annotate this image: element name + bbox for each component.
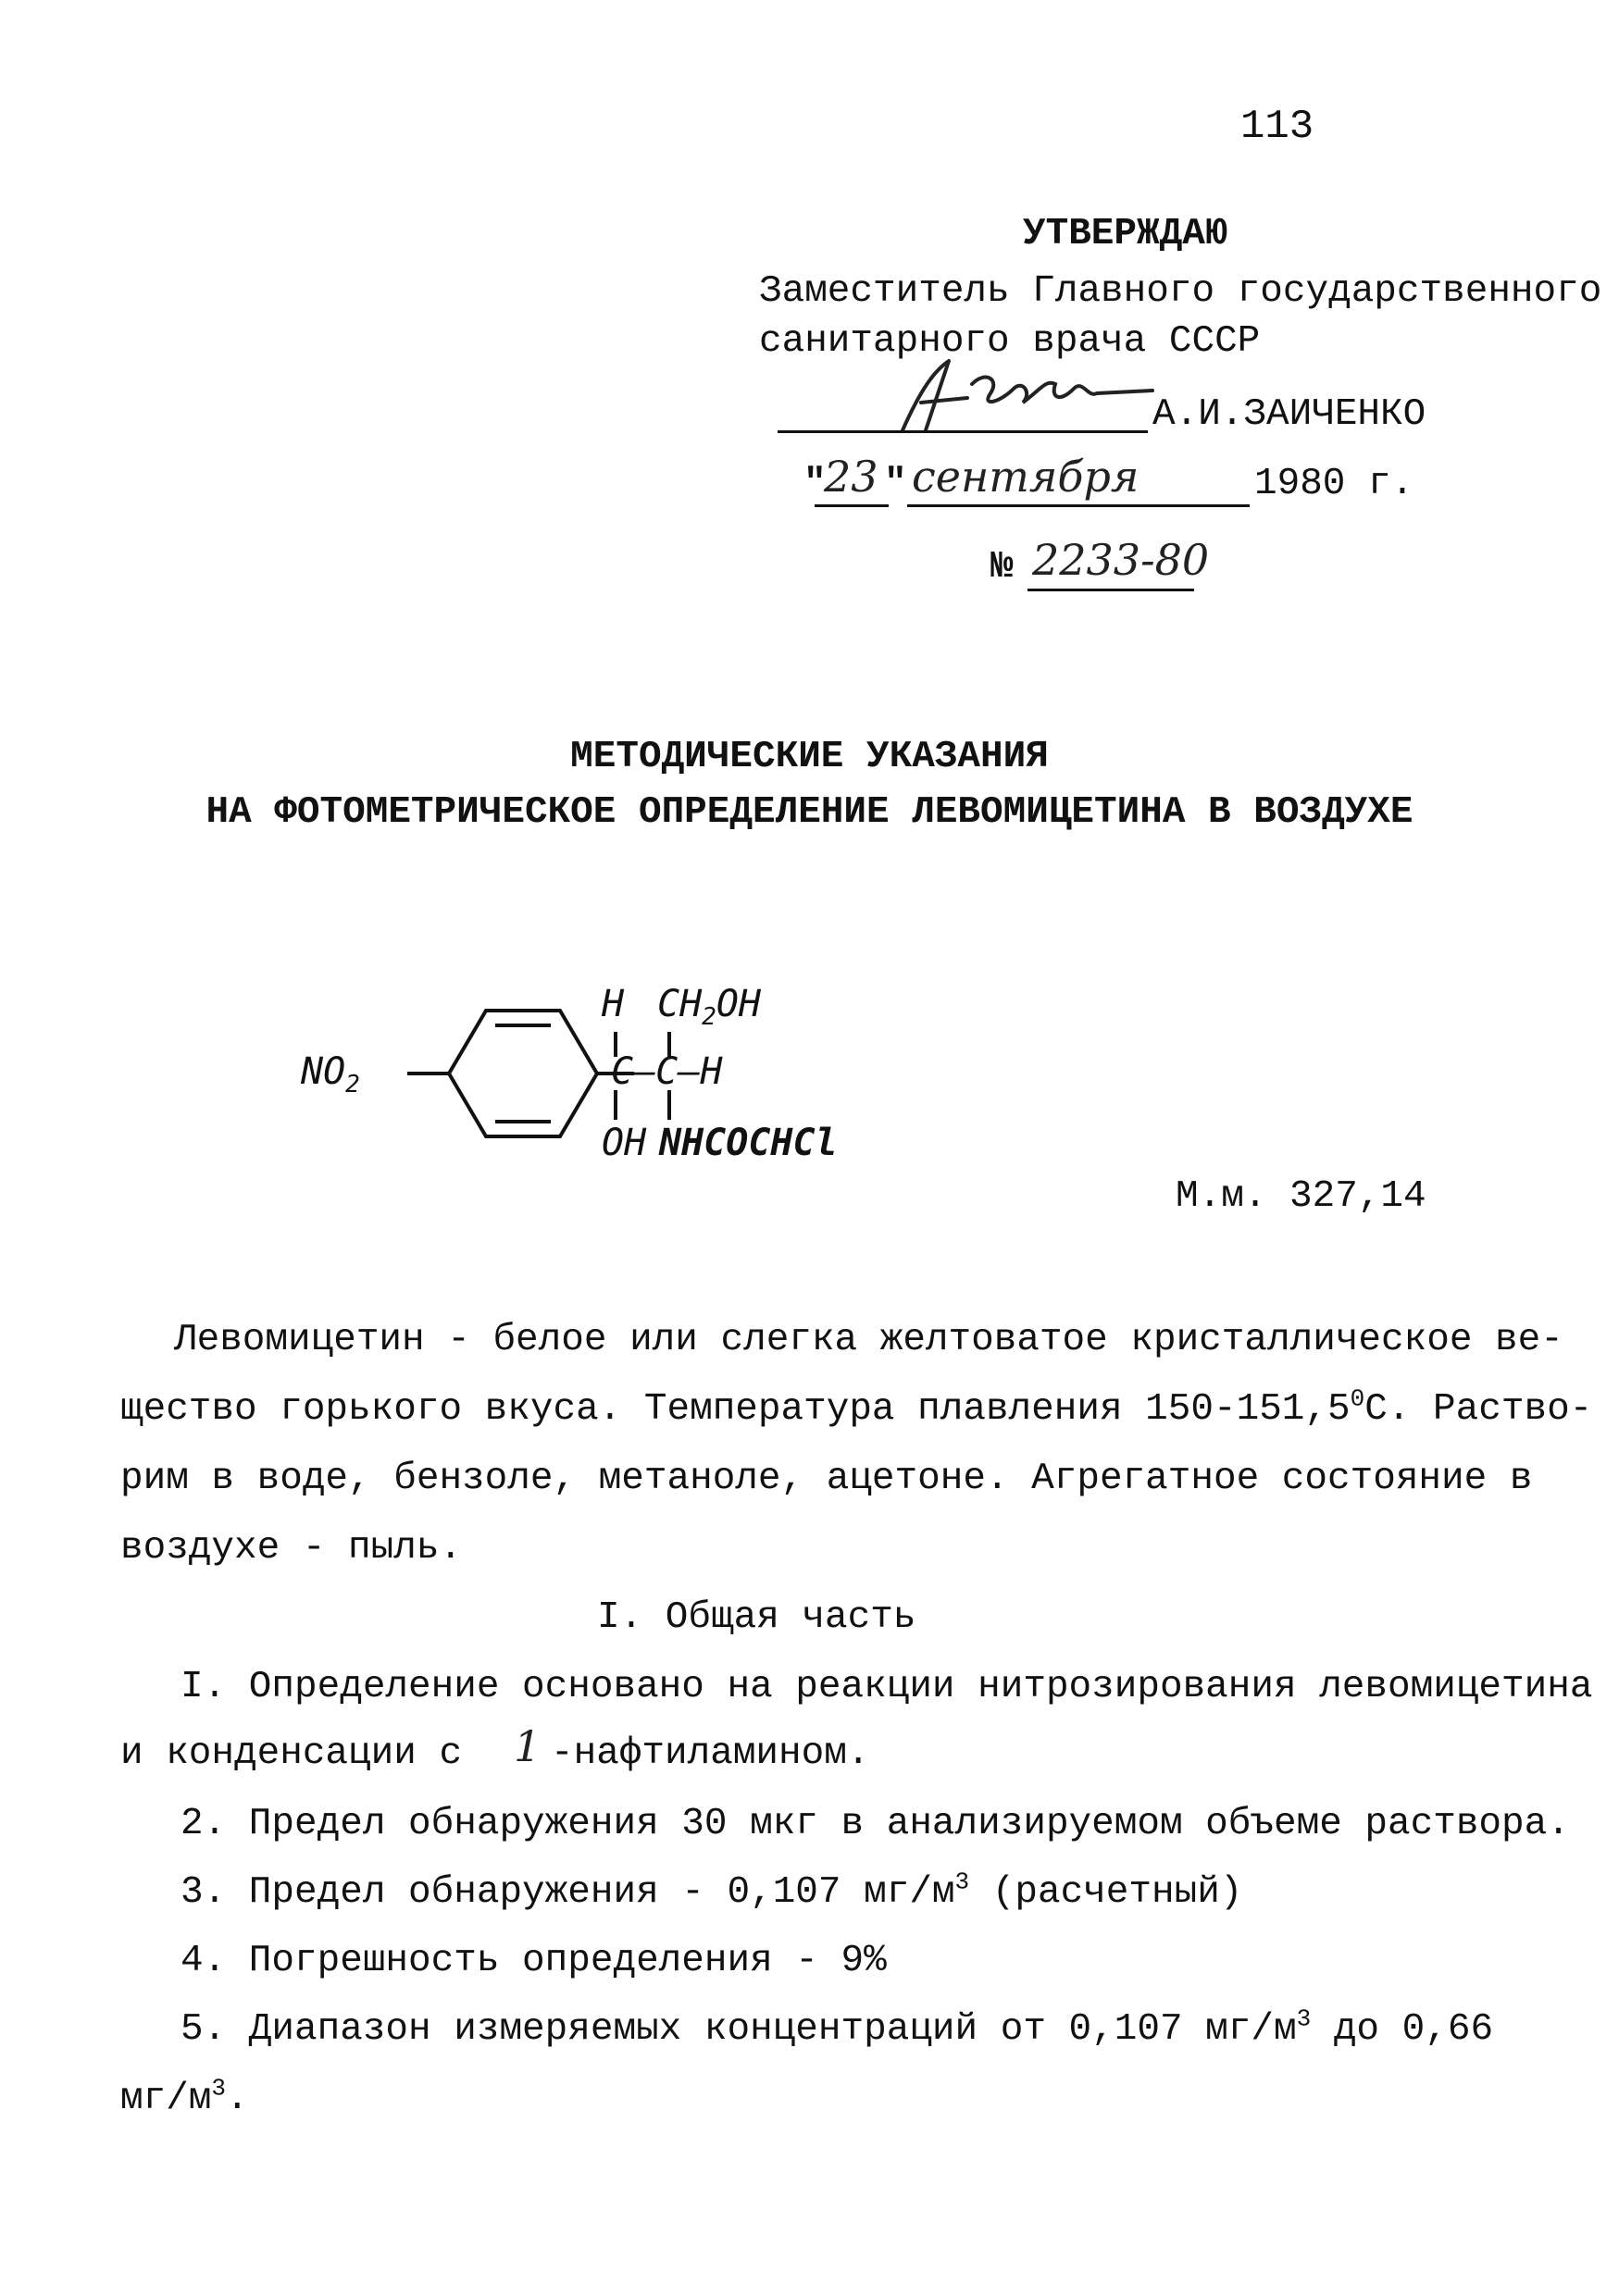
signature-underline	[778, 430, 1148, 433]
description-line3: рим в воде, бензоле, метаноле, ацетоне. Агрегатное состояние в	[120, 1458, 1533, 1500]
description-line2-sup: 0	[1350, 1384, 1365, 1413]
section-heading: I. Общая часть	[597, 1596, 916, 1639]
number-underline	[1027, 589, 1194, 591]
ch2oh-part1: CH	[657, 983, 703, 1025]
date-day-underline	[815, 504, 889, 507]
formula-top-ch2oh	[657, 983, 761, 1031]
ch2oh-sub: 2	[702, 1003, 716, 1031]
date-quote-open: "	[803, 463, 827, 505]
signatory-name: А.И.ЗАИЧЕНКО	[1152, 393, 1426, 436]
date-month-underline	[907, 504, 1250, 507]
page-number: 113	[1240, 104, 1314, 150]
item5-line1	[181, 2004, 1494, 2051]
formula-middle-chain: C–C–H	[611, 1050, 723, 1093]
approval-heading: УТВЕРЖДАЮ	[1023, 213, 1228, 255]
description-line4: воздухе - пыль.	[120, 1527, 463, 1570]
ch2oh-part2: OH	[716, 983, 761, 1025]
registration-number-handwritten: 2233-80	[1032, 535, 1210, 585]
item5-line2-sup: 3	[211, 2074, 227, 2103]
item5-line2	[120, 2074, 249, 2120]
formula-top-h: H	[602, 983, 625, 1025]
item3	[181, 1868, 1243, 1914]
molar-mass: М.м. 327,14	[1176, 1175, 1426, 1218]
date-year: 1980 г.	[1254, 463, 1414, 505]
date-day-handwritten: 23	[824, 452, 878, 502]
item1-line2-a: и конденсации с	[120, 1732, 463, 1775]
approval-position-line2: санитарного врача СССР	[759, 320, 1261, 363]
item3-sup: 3	[954, 1868, 970, 1896]
description-line2-b: С. Раство-	[1364, 1388, 1593, 1431]
formula-bottom-oh: OH	[602, 1122, 647, 1164]
description-line2	[120, 1384, 1593, 1431]
nitro-group	[301, 1050, 360, 1098]
date-quote-close: "	[884, 463, 907, 505]
item3-b: (расчетный)	[969, 1871, 1243, 1914]
nitro-group-text: NO	[301, 1050, 346, 1093]
nitro-group-sub: 2	[345, 1071, 360, 1098]
item1-handwritten-number: 1	[514, 1721, 542, 1771]
item5-sup: 3	[1296, 2004, 1312, 2033]
number-sign: №	[990, 546, 1014, 589]
item5-a: 5. Диапазон измеряемых концентраций от 0,107 мг/м	[181, 2008, 1297, 2051]
item5-line2-a: мг/м	[120, 2078, 212, 2120]
item1-line1: I. Определение основано на реакции нитрозирования левомицетина	[181, 1666, 1593, 1708]
document-title-line2: НА ФОТОМЕТРИЧЕСКОЕ ОПРЕДЕЛЕНИЕ ЛЕВОМИЦЕТИНА В ВОЗДУХЕ	[205, 791, 1414, 834]
description-line1: Левомицетин - белое или слегка желтоватое кристаллическое ве-	[174, 1319, 1563, 1361]
item3-a: 3. Предел обнаружения - 0,107 мг/м	[181, 1871, 955, 1914]
description-line2-a: щество горького вкуса. Температура плавления 150-151,5	[120, 1388, 1351, 1431]
item1-line2-b: -нафтиламином.	[551, 1732, 870, 1775]
formula-bottom-amide: NHCOCHCl	[659, 1122, 838, 1164]
date-month-handwritten: сентября	[912, 452, 1140, 502]
document-title-line1: МЕТОДИЧЕСКИЕ УКАЗАНИЯ	[570, 736, 1049, 778]
item4: 4. Погрешность определения - 9%	[181, 1940, 887, 1982]
benzene-ring-diagram	[407, 999, 602, 1148]
approval-position-line1: Заместитель Главного государственного	[759, 270, 1602, 313]
item5-b: до 0,66	[1311, 2008, 1494, 2051]
item2: 2. Предел обнаружения 30 мкг в анализируемом объеме раствора.	[181, 1803, 1570, 1845]
item5-line2-b: .	[226, 2078, 249, 2120]
